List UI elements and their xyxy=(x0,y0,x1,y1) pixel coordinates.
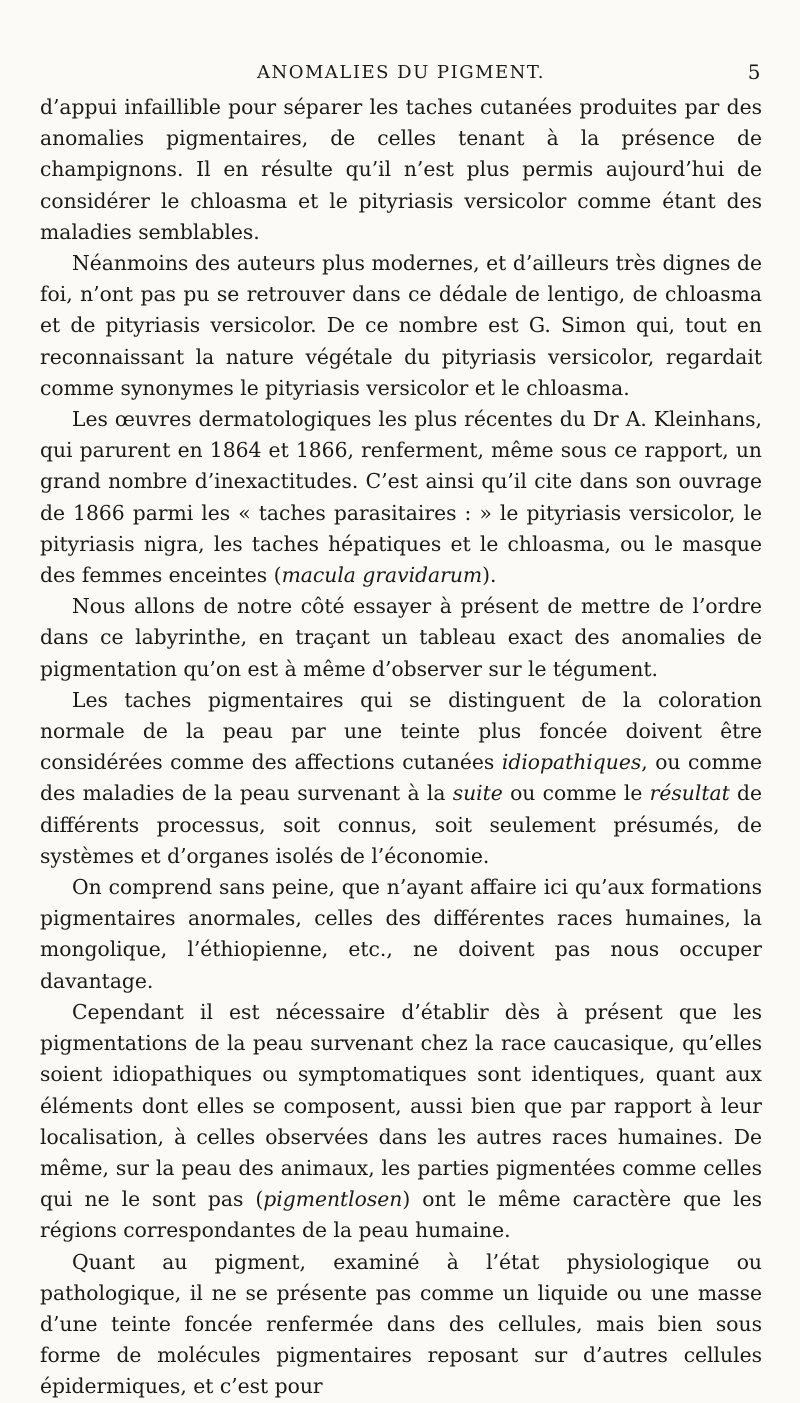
paragraph-5-text-1: Les taches pigmentaires qui se distinguent de la coloration normale de la peau par une teinte plus foncée doivent être considérées comme des affections cutanées xyxy=(40,687,762,775)
running-header xyxy=(40,58,762,92)
paragraph-7 xyxy=(40,997,762,1247)
paragraph-3 xyxy=(40,404,762,591)
page-number: 5 xyxy=(747,60,762,84)
paragraph-5-text-4: de différents processus, soit connus, soit seulement présumés, de systèmes et d’organes isolés de l’économie. xyxy=(40,781,762,868)
paragraph-6-text: On comprend sans peine, que n’ayant affaire ici qu’aux formations pigmentaires anormales, celles des différentes races humaines, la mongolique, l’éthiopienne, etc., ne doivent pas nous occuper davantage. xyxy=(40,875,762,993)
paragraph-5-text-3: ou comme le xyxy=(502,781,650,806)
paragraph-8 xyxy=(40,1247,762,1403)
paragraph-7-text-end: ) ont le même caractère que les régions correspondantes de la peau humaine. xyxy=(40,1187,762,1243)
paragraph-3-italic: macula gravidarum xyxy=(281,563,483,588)
paragraph-1 xyxy=(40,92,762,248)
paragraph-5-italic-3: résultat xyxy=(649,781,730,806)
running-title: ANOMALIES DU PIGMENT. xyxy=(256,62,546,83)
paragraph-5-italic-2: suite xyxy=(452,781,503,806)
book-page xyxy=(40,58,762,1403)
paragraph-2-text: Néanmoins des auteurs plus modernes, et d’ailleurs très dignes de foi, n’ont pas pu se retrouver dans ce dédale de lentigo, de chloasma et de pityriasis versicolor. De ce nombre est G. Simon qui, tout en reconnaissant la nature végétale du pityriasis versicolor, regardait comme synonymes le pityriasis versicolor et le chloasma. xyxy=(40,251,762,400)
paragraph-5-text-2: , ou comme des maladies de la peau survenant à la xyxy=(40,750,762,806)
paragraph-5-italic-1: idiopathiques xyxy=(501,750,642,775)
paragraph-3-text-end: ). xyxy=(482,563,497,588)
paragraph-2 xyxy=(40,248,762,404)
body-text xyxy=(40,92,762,1403)
paragraph-5 xyxy=(40,685,762,872)
paragraph-1-text: d’appui infaillible pour séparer les taches cutanées produites par des anomalies pigmentaires, de celles tenant à la présence de champignons. Il en résulte qu’il n’est plus permis aujourd’hui de considérer le chloasma et le pityriasis versicolor comme étant des maladies semblables. xyxy=(40,95,762,244)
paragraph-4 xyxy=(40,591,762,685)
paragraph-7-italic: pigmentlosen xyxy=(263,1187,403,1212)
paragraph-3-text: Les œuvres dermatologiques les plus récentes du Dr A. Kleinhans, qui parurent en 1864 et 1866, renferment, même sous ce rapport, un grand nombre d’inexactitudes. C’est ainsi qu’il cite dans son ouvrage de 1866 parmi les « taches parasitaires : » le pityriasis versicolor, le pityriasis nigra, les taches hépatiques et le chloasma, ou le masque des femmes enceintes ( xyxy=(40,407,762,588)
paragraph-4-text: Nous allons de notre côté essayer à présent de mettre de l’ordre dans ce labyrinthe, en traçant un tableau exact des anomalies de pigmentation qu’on est à même d’observer sur le tégument. xyxy=(40,594,762,681)
paragraph-8-text: Quant au pigment, examiné à l’état physiologique ou pathologique, il ne se présente pas comme un liquide ou une masse d’une teinte foncée renfermée dans des cellules, mais bien sous forme de molécules pigmentaires reposant sur d’autres cellules épidermiques, et c’est pour xyxy=(40,1249,762,1399)
paragraph-6 xyxy=(40,872,762,997)
paragraph-7-text: Cependant il est nécessaire d’établir dès à présent que les pigmentations de la peau survenant chez la race caucasique, qu’elles soient idiopathiques ou symptomatiques sont identiques, quant aux éléments dont elles se composent, aussi bien que par rapport à leur localisation, à celles observées dans les autres races humaines. De même, sur la peau des animaux, les parties pigmentées comme celles qui ne le sont pas ( xyxy=(40,999,762,1212)
